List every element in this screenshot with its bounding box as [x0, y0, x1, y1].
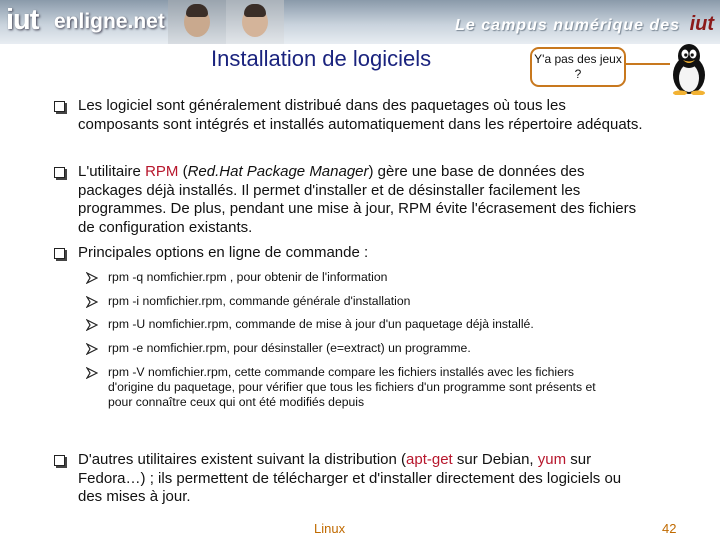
text-line [78, 163, 718, 182]
option-text: rpm -i nomfichier.rpm, commande générale d'installation [108, 294, 411, 308]
iut-logo-small: iut [689, 13, 714, 35]
checkbox-bullet-icon [54, 167, 65, 178]
page-number: 42 [662, 521, 677, 536]
text-fragment: ) gère une base de données des [368, 163, 585, 180]
option-text: rpm -U nomfichier.rpm, commande de mise à jour d'un paquetage déjà installé. [108, 317, 534, 331]
bullet-text [78, 97, 718, 134]
bullet-item [54, 451, 622, 505]
option-item [108, 270, 387, 285]
text-line: de configuration existants. [78, 218, 253, 236]
arrow-bullet-icon [86, 272, 98, 284]
slide-title: Installation de logiciels [211, 46, 432, 71]
text-line: packages déjà installés. Il permet d'installer et de désinstaller facilement les [78, 181, 581, 199]
arrow-bullet-icon [86, 296, 98, 308]
enligne-logo: enligne.net [54, 10, 165, 33]
bullet-item [54, 244, 369, 261]
text-fragment: sur [566, 451, 592, 468]
bullet-text [78, 244, 718, 263]
iut-logo: iut [6, 4, 39, 36]
option-item [108, 341, 471, 356]
option-item [108, 294, 410, 309]
text-fragment: L'utilitaire [78, 163, 146, 180]
checkbox-bullet-icon [54, 455, 65, 466]
text-line: des mises à jour. [78, 488, 191, 505]
text-fragment: sur Debian, [452, 451, 538, 468]
option-text: pour connaître ceux qui ont été modifiés depuis [108, 395, 365, 409]
arrow-bullet-icon [86, 343, 98, 355]
arrow-bullet-icon [86, 367, 98, 379]
bullet-text [78, 451, 718, 507]
checkbox-bullet-icon [54, 101, 65, 112]
checkbox-bullet-icon [54, 248, 65, 259]
callout-text: Y'a pas des jeux ? [534, 52, 622, 81]
option-text: d'origine du paquetage, pour vérifier que tous les fichiers d'un programme sont présents et [108, 380, 596, 394]
bullet-item [54, 163, 637, 236]
text-line: Les logiciel sont généralement distribué dans des paquetages où tous les [78, 97, 566, 114]
text-line: Principales options en ligne de commande : [78, 244, 369, 261]
option-text: rpm -V nomfichier.rpm, cette commande compare les fichiers installés avec les fichiers [108, 365, 574, 379]
arrow-bullet-icon [86, 319, 98, 331]
text-fragment: D'autres utilitaires existent suivant la distribution ( [78, 451, 407, 468]
bullet-item [54, 97, 643, 133]
text-line: programmes. De plus, pendant une mise à jour, RPM évite l'écrasement des fichiers [78, 200, 637, 217]
apt-get-highlight: apt-get [406, 451, 453, 468]
footer-course-name: Linux [314, 521, 346, 536]
option-item [108, 317, 534, 332]
rpm-fullname: Red.Hat Package Manager [187, 163, 369, 180]
text-line [78, 451, 718, 470]
option-item [108, 365, 708, 410]
option-text: rpm -q nomfichier.rpm , pour obtenir de l'information [108, 270, 388, 284]
bullet-text [78, 163, 718, 237]
yum-highlight: yum [537, 451, 567, 468]
text-line: Fedora…) ; ils permettent de télécharger et d'installer directement des logiciels ou [78, 469, 622, 487]
rpm-highlight: RPM [145, 163, 179, 180]
text-fragment: ( [178, 163, 188, 180]
text-line: composants sont intégrés et installés automatiquement dans les répertoire adéquats. [78, 115, 643, 133]
option-text: rpm -e nomfichier.rpm, pour désinstaller (e=extract) un programme. [108, 341, 471, 355]
campus-tagline: Le campus numérique des [455, 17, 680, 34]
